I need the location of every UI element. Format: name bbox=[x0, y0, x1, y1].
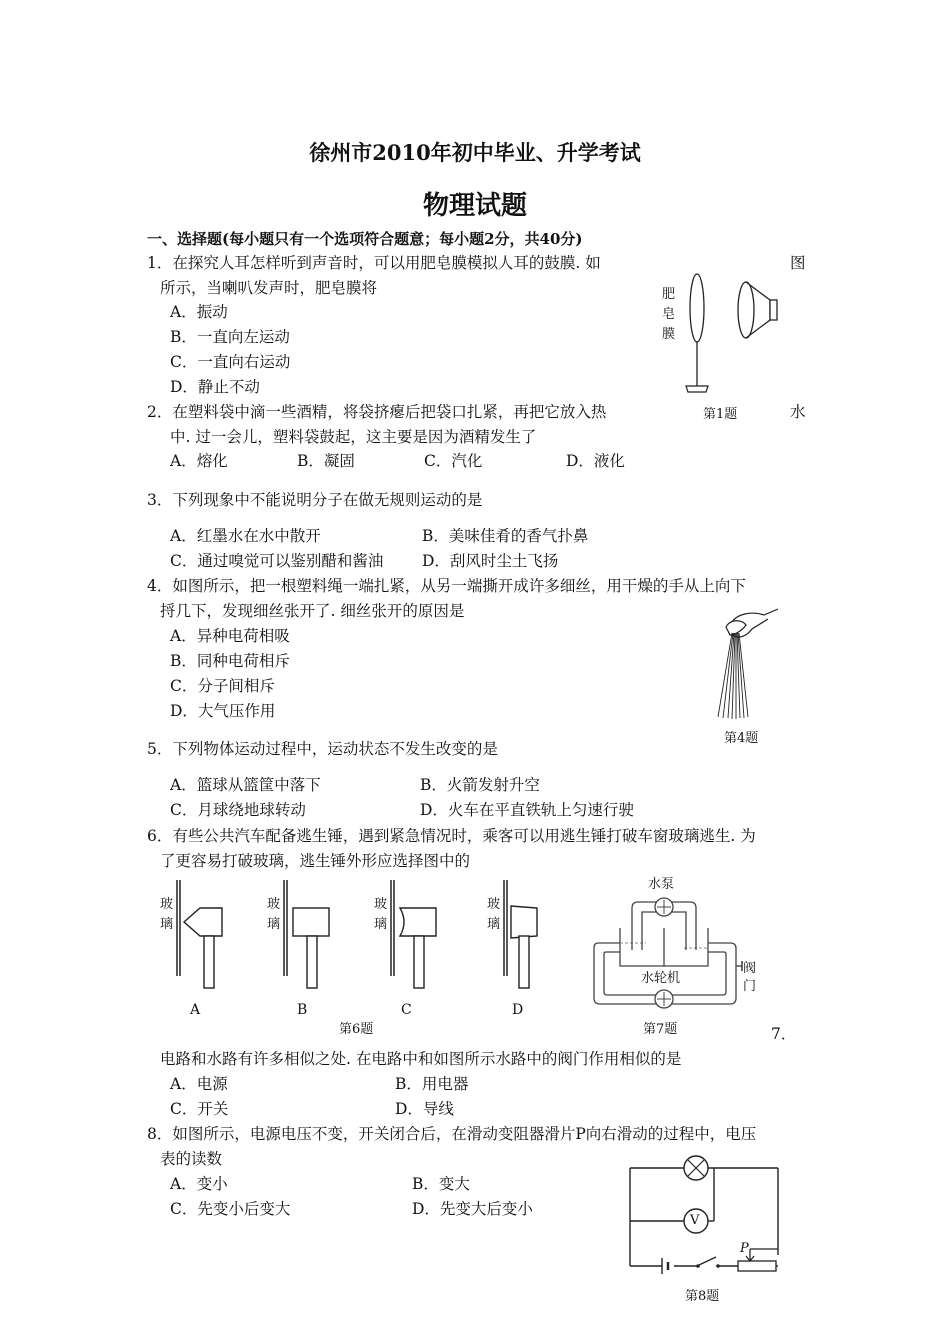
q1-fig-label-3: 膜 bbox=[662, 327, 676, 342]
q2-stem-tail: 水 bbox=[790, 403, 806, 421]
section-heading: 一、选择题(每小题只有一个选项符合题意；每小题2分，共40分) bbox=[147, 230, 583, 248]
q2-stem: 2．在塑料袋中滴一些酒精，将袋挤瘪后把袋口扎紧，再把它放入热 bbox=[147, 403, 607, 421]
q7-turbine-label: 水轮机 bbox=[641, 971, 681, 986]
q7-number: 7． bbox=[771, 1025, 797, 1043]
q8-stem-2: 表的读数 bbox=[160, 1150, 223, 1168]
q6-stem-2: 了更容易打破玻璃，逃生锤外形应选择图中的 bbox=[160, 852, 471, 870]
q4-caption: 第4题 bbox=[724, 731, 759, 746]
q4-option-b: B．同种电荷相斥 bbox=[170, 652, 290, 670]
exam-title: 徐州市2010年初中毕业、升学考试 bbox=[309, 140, 641, 165]
q1-stem: 1．在探究人耳怎样听到声音时，可以用肥皂膜模拟人耳的鼓膜. 如 bbox=[147, 254, 601, 272]
q8-circuit-figure bbox=[628, 1155, 783, 1280]
q6-glass-label-c1: 玻 bbox=[374, 897, 388, 912]
q7-valve-label-1: 阀 bbox=[743, 961, 757, 976]
q6-glass-label-a1: 玻 bbox=[160, 897, 174, 912]
q4-rope-figure bbox=[712, 605, 782, 723]
q3-option-b: B．美味佳肴的香气扑鼻 bbox=[422, 527, 589, 545]
exam-subtitle: 物理试题 bbox=[422, 191, 527, 221]
q2-stem-2: 中. 过一会儿，塑料袋鼓起，这主要是因为酒精发生了 bbox=[170, 428, 537, 446]
q6-stem: 6．有些公共汽车配备逃生锤，遇到紧急情况时，乘客可以用逃生锤打破车窗玻璃逃生. 为 bbox=[147, 827, 756, 845]
q7-option-c: C．开关 bbox=[170, 1100, 229, 1118]
q7-option-b: B．用电器 bbox=[395, 1075, 469, 1093]
q1-option-a: A．振动 bbox=[170, 303, 228, 321]
q8-voltmeter-label: V bbox=[690, 1213, 700, 1228]
q3-stem: 3．下列现象中不能说明分子在做无规则运动的是 bbox=[147, 491, 483, 509]
q5-option-d: D．火车在平直铁轨上匀速行驶 bbox=[420, 801, 634, 819]
q8-slider-label: P bbox=[740, 1241, 749, 1256]
q5-stem: 5．下列物体运动过程中，运动状态不发生改变的是 bbox=[147, 740, 498, 758]
q7-pump-label: 水泵 bbox=[648, 877, 675, 892]
q1-caption: 第1题 bbox=[703, 407, 738, 422]
q6-glass-label-b2: 璃 bbox=[267, 917, 281, 932]
q3-option-a: A．红墨水在水中散开 bbox=[170, 527, 321, 545]
q6-hammer-a bbox=[170, 878, 240, 988]
q8-stem: 8．如图所示，电源电压不变，开关闭合后，在滑动变阻器滑片P向右滑动的过程中，电压 bbox=[147, 1125, 757, 1143]
q8-caption: 第8题 bbox=[685, 1289, 720, 1304]
q1-stem-2: 所示，当喇叭发声时，肥皂膜将 bbox=[160, 279, 378, 297]
q5-option-c: C．月球绕地球转动 bbox=[170, 801, 306, 819]
q6-glass-label-b1: 玻 bbox=[267, 897, 281, 912]
q1-option-d: D．静止不动 bbox=[170, 378, 260, 396]
q5-option-a: A．篮球从篮筐中落下 bbox=[170, 776, 321, 794]
q8-option-a: A．变小 bbox=[170, 1175, 228, 1193]
q1-option-c: C．一直向右运动 bbox=[170, 353, 291, 371]
q6-hammer-c bbox=[384, 878, 454, 988]
q6-letter-a: A bbox=[190, 1002, 201, 1018]
q6-glass-label-d1: 玻 bbox=[487, 897, 501, 912]
q1-stem-tail: 图 bbox=[790, 254, 806, 272]
q5-option-b: B．火箭发射升空 bbox=[420, 776, 540, 794]
q4-option-d: D．大气压作用 bbox=[170, 702, 276, 720]
q2-option-a: A．熔化 bbox=[170, 452, 228, 470]
q8-option-b: B．变大 bbox=[412, 1175, 470, 1193]
q7-valve-label-2: 门 bbox=[743, 979, 757, 994]
q6-glass-label-d2: 璃 bbox=[487, 917, 501, 932]
q1-fig-label-1: 肥 bbox=[662, 287, 676, 302]
q6-hammer-b bbox=[277, 878, 347, 988]
q8-option-c: C．先变小后变大 bbox=[170, 1200, 291, 1218]
q6-caption: 第6题 bbox=[339, 1022, 374, 1037]
q7-caption: 第7题 bbox=[643, 1022, 678, 1037]
q2-option-c: C．汽化 bbox=[424, 452, 483, 470]
q7-stem: 电路和水路有许多相似之处. 在电路中和如图所示水路中的阀门作用相似的是 bbox=[160, 1050, 682, 1068]
q6-glass-label-c2: 璃 bbox=[374, 917, 388, 932]
q6-letter-b: B bbox=[297, 1002, 308, 1018]
q4-option-c: C．分子间相斥 bbox=[170, 677, 275, 695]
q2-option-d: D．液化 bbox=[566, 452, 625, 470]
q7-option-a: A．电源 bbox=[170, 1075, 228, 1093]
q1-option-b: B．一直向左运动 bbox=[170, 328, 290, 346]
q1-fig-label-2: 皂 bbox=[662, 307, 676, 322]
q8-option-d: D．先变大后变小 bbox=[412, 1200, 533, 1218]
q3-option-c: C．通过嗅觉可以鉴别醋和酱油 bbox=[170, 552, 384, 570]
q6-letter-c: C bbox=[401, 1002, 412, 1018]
q7-option-d: D．导线 bbox=[395, 1100, 454, 1118]
q1-soap-film-figure bbox=[680, 268, 790, 398]
q6-glass-label-a2: 璃 bbox=[160, 917, 174, 932]
q7-water-circuit-figure bbox=[590, 888, 750, 1018]
q2-option-b: B．凝固 bbox=[297, 452, 355, 470]
q4-stem-2: 捋几下，发现细丝张开了. 细丝张开的原因是 bbox=[160, 602, 465, 620]
q4-stem: 4．如图所示，把一根塑料绳一端扎紧，从另一端撕开成许多细丝，用干燥的手从上向下 bbox=[147, 577, 746, 595]
q3-option-d: D．刮风时尘土飞扬 bbox=[422, 552, 559, 570]
q6-letter-d: D bbox=[512, 1002, 524, 1018]
q4-option-a: A．异种电荷相吸 bbox=[170, 627, 290, 645]
q6-hammer-d bbox=[497, 878, 567, 988]
